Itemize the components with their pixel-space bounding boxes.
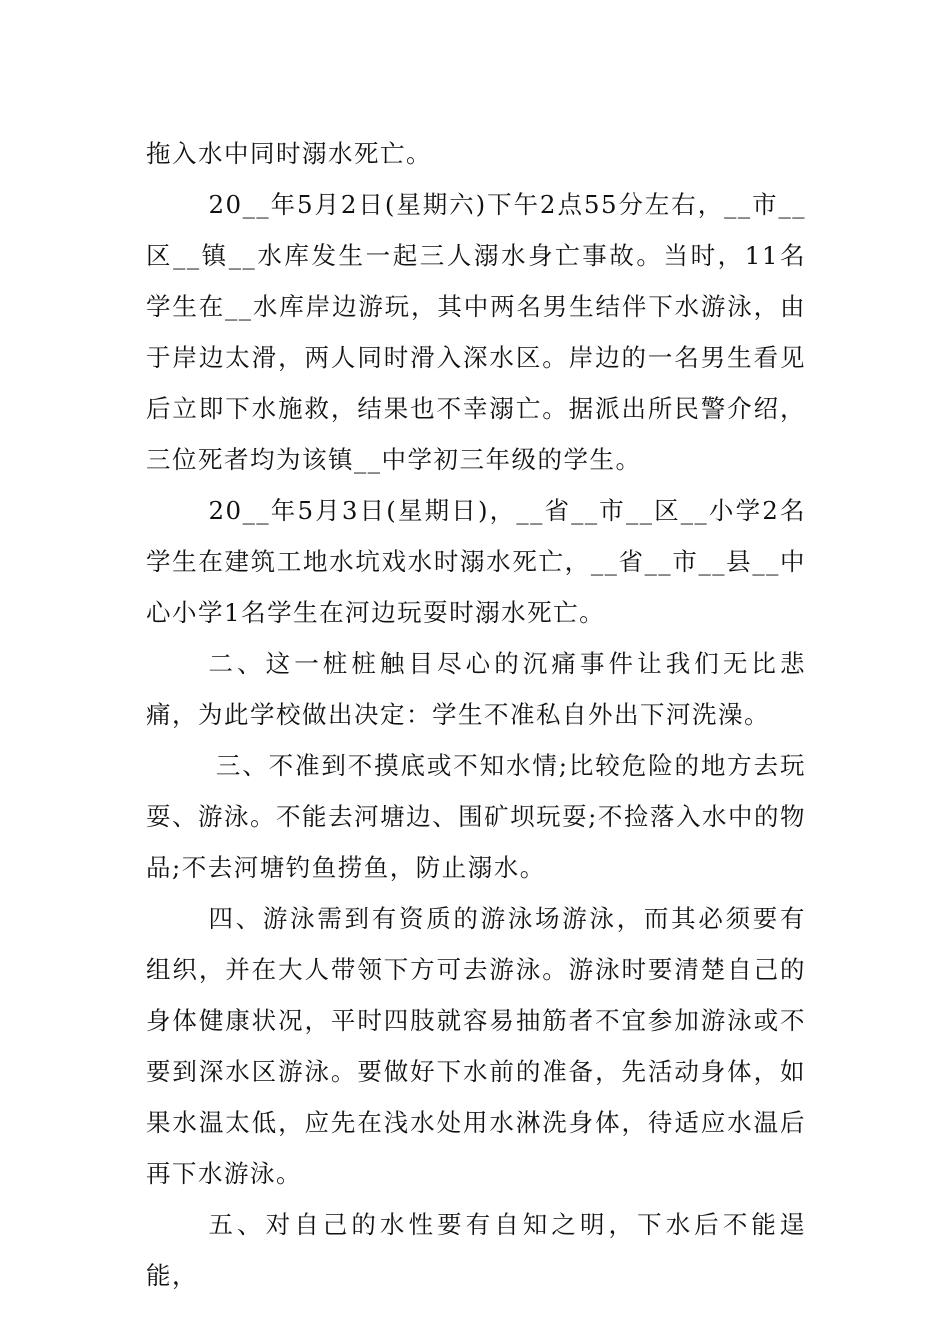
paragraph-rule-3: 三、不准到不摸底或不知水情;比较危险的地方去玩耍、游泳。不能去河塘边、围矿坝玩耍;不捡落入水中的物品;不去河塘钓鱼捞鱼，防止溺水。 — [146, 751, 806, 882]
paragraph-rule-2: 二、这一桩桩触目尽心的沉痛事件让我们无比悲痛，为此学校做出决定：学生不准私自外出下河洗澡。 — [146, 649, 806, 729]
paragraph-rule-4: 四、游泳需到有资质的游泳场游泳，而其必须要有组织，并在大人带领下方可去游泳。游泳时要清楚自己的身体健康状况，平时四肢就容易抽筋者不宜参加游泳或不要到深水区游泳。要做好下水前的准备，先活动身体，如果水温太低，应先在浅水处用水淋洗身体，待适应水温后再下水游泳。 — [146, 904, 806, 1188]
paragraph-may-2-incident: 20__年5月2日(星期六)下午2点55分左右，__市__区__镇__水库发生一起三人溺水身亡事故。当时，11名学生在__水库岸边游玩，其中两名男生结伴下水游泳，由于岸边太滑，两人同时滑入深水区。岸边的一名男生看见后立即下水施救，结果也不幸溺亡。据派出所民警介绍，三位死者均为该镇__中学初三年级的学生。 — [146, 190, 806, 474]
paragraph-rule-5: 五、对自己的水性要有自知之明，下水后不能逞能， — [146, 1210, 806, 1290]
document-body — [146, 128, 806, 1301]
paragraph-continuation: 拖入水中同时溺水死亡。 — [146, 139, 432, 168]
paragraph-may-3-incident: 20__年5月3日(星期日)，__省__市__区__小学2名学生在建筑工地水坑戏水时溺水死亡，__省__市__县__中心小学1名学生在河边玩耍时溺水死亡。 — [146, 496, 806, 627]
